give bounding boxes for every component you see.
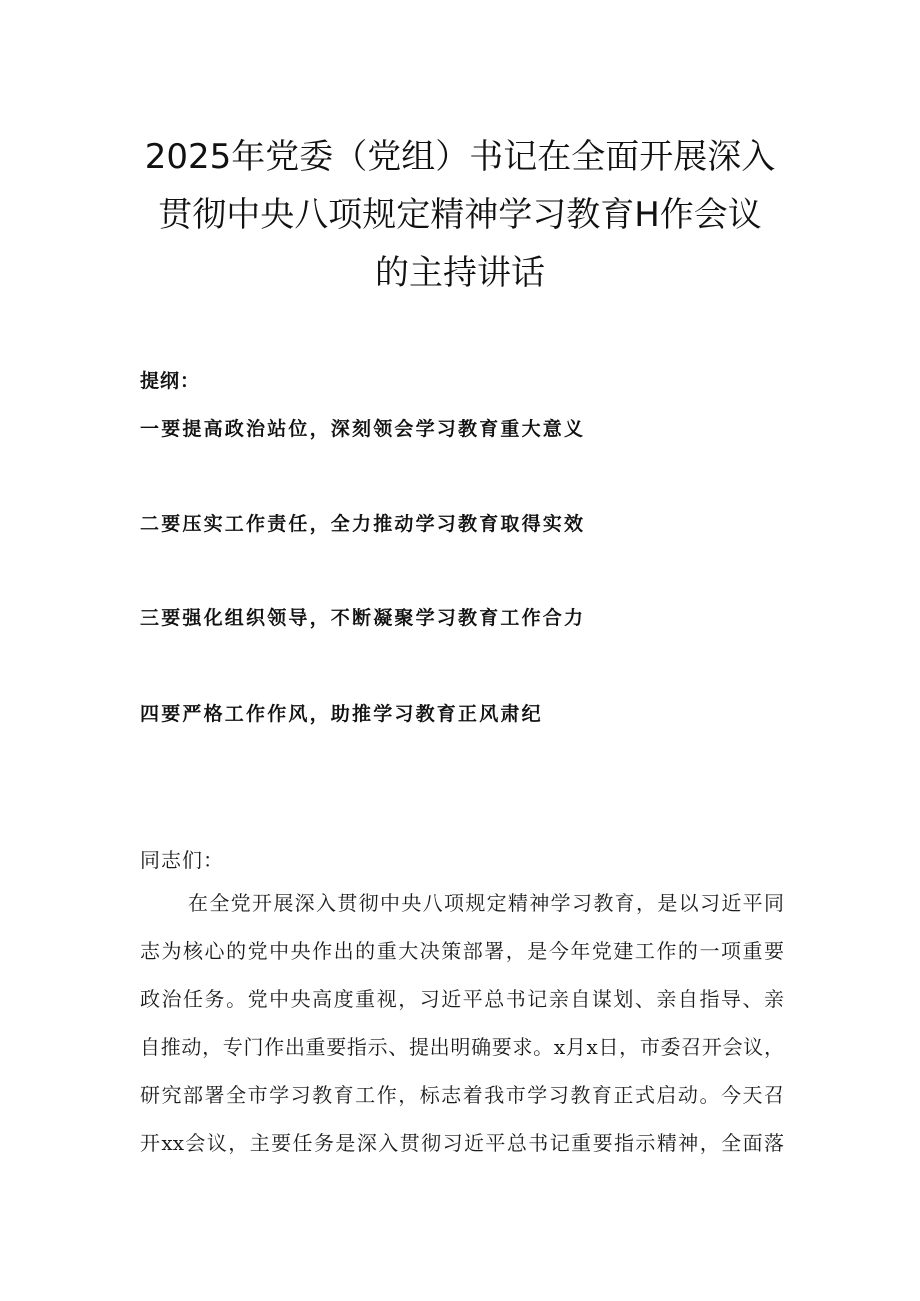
outline-item-2: 二要压实工作责任，全力推动学习教育取得实效 — [140, 513, 586, 535]
body-line-1: 在全党开展深入贯彻中央八项规定精神学习教育，是以习近平同 — [188, 891, 784, 915]
body-line-3: 政治任务。党中央高度重视，习近平总书记亲自谋划、亲自指导、亲 — [140, 987, 784, 1011]
outline-item-4: 四要严格工作作风，助推学习教育正风肃纪 — [140, 703, 543, 725]
outline-label: 提纲： — [140, 370, 201, 392]
title-line-1: 2025年党委（党组）书记在全面开展深入 — [144, 137, 776, 177]
body-line-6: 开xx会议，主要任务是深入贯彻习近平总书记重要指示精神，全面落 — [140, 1131, 784, 1155]
outline-item-1: 一要提高政治站位，深刻领会学习教育重大意义 — [140, 418, 586, 440]
body-line-2: 志为核心的党中央作出的重大决策部署，是今年党建工作的一项重要 — [140, 939, 784, 963]
outline-item-3: 三要强化组织领导，不断凝聚学习教育工作合力 — [140, 607, 586, 629]
title-line-3: 的主持讲话 — [375, 253, 545, 293]
document-title — [120, 128, 800, 302]
body-line-4: 自推动，专门作出重要指示、提出明确要求。x月x日，市委召开会议， — [140, 1035, 784, 1059]
title-line-2: 贯彻中央八项规定精神学习教育H作会议 — [158, 195, 762, 235]
body-line-5: 研究部署全市学习教育工作，标志着我市学习教育正式启动。今天召 — [140, 1083, 784, 1107]
greeting: 同志们： — [140, 848, 224, 872]
